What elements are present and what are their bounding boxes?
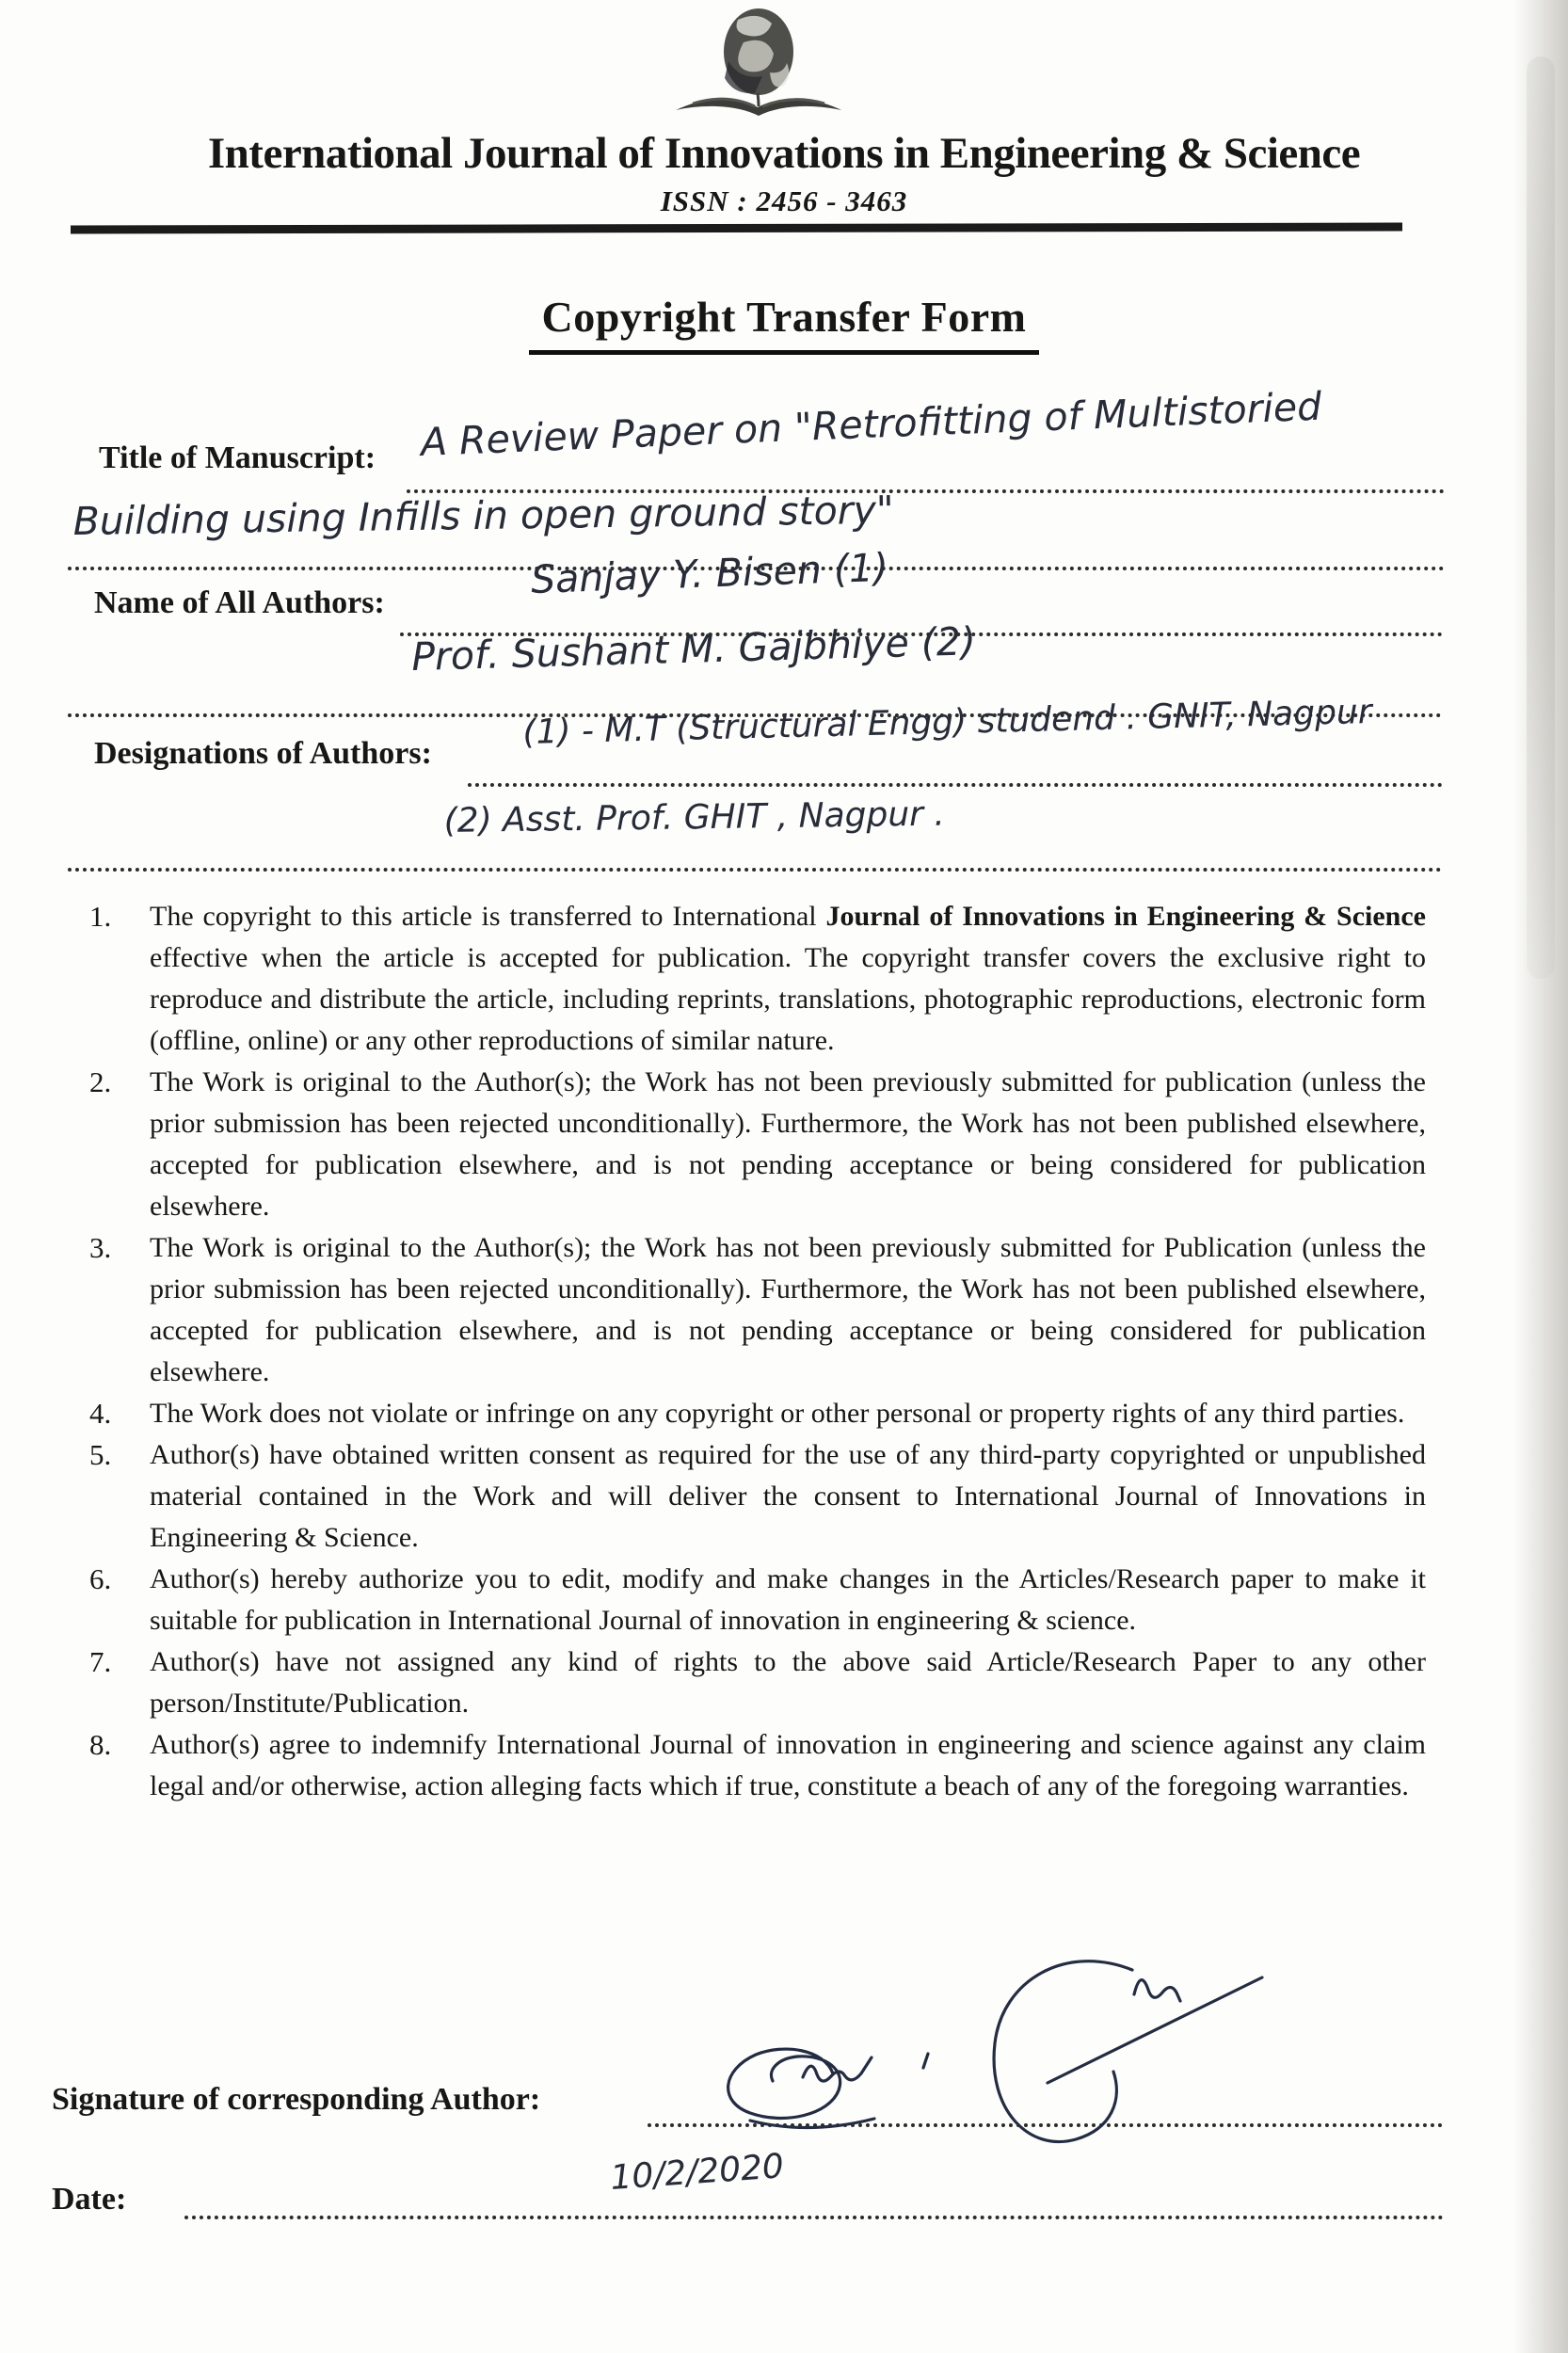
- signature-label: Signature of corresponding Author:: [52, 2082, 541, 2117]
- term-item: [89, 1434, 1426, 1559]
- date-dotted-line: [184, 2210, 1444, 2219]
- designations-label: Designations of Authors:: [94, 736, 432, 771]
- term-number: 1.: [89, 900, 112, 933]
- designations-line2-dotted-line: [68, 862, 1442, 872]
- header-rule: [71, 223, 1402, 234]
- manuscript-title-handwritten-line1: A Review Paper on "Retrofitting of Multistoried: [420, 383, 1323, 465]
- authors-handwritten-line2: Prof. Sushant M. Gajbhiye (2): [410, 618, 977, 680]
- term-number: 5.: [89, 1438, 112, 1471]
- manuscript-title-handwritten-line2: Building using Infills in open ground story": [72, 487, 895, 544]
- form-title: Copyright Transfer Form: [529, 292, 1040, 355]
- journal-issn: ISSN : 2456 - 3463: [660, 184, 908, 217]
- term-text: Author(s) have not assigned any kind of rights to the above said Article/Research Paper to any other person/Institute/Publication.: [150, 1646, 1426, 1719]
- form-title-wrap: [0, 292, 1568, 355]
- term-number: 6.: [89, 1562, 112, 1595]
- term-number: 7.: [89, 1645, 112, 1678]
- term-text: Author(s) agree to indemnify International Journal of innovation in engineering and science against any claim legal and/or otherwise, action alleging facts which if true, constitute a beach of any of the foregoing warranties.: [150, 1729, 1426, 1801]
- designations-handwritten-line2: (2) Asst. Prof. GHIT , Nagpur .: [443, 794, 946, 840]
- term-number: 3.: [89, 1231, 112, 1264]
- term-text: The copyright to this article is transferred to International Journal of Innovations in Engineering & Science effective when the article is accepted for publication. The copyright transfer covers the exclusive right to reproduce and distribute the article, including reprints, translations, photographic reproductions, electronic form (offline, online) or any other reproductions of similar nature.: [150, 901, 1426, 1056]
- designations-handwritten-line1: (1) - M.T (Structural Engg) studend . GNIT, Nagpur: [521, 692, 1373, 752]
- terms-list: [89, 896, 1426, 1807]
- term-item: [89, 1393, 1426, 1434]
- term-item: [89, 1724, 1426, 1807]
- term-text: The Work is original to the Author(s); the Work has not been previously submitted for Publication (unless the prior submission has been rejected unconditionally). Furthermore, the Work has not been published elsewhere, accepted for publication elsewhere, and is not pending acceptance or being considered for publication elsewhere.: [150, 1232, 1426, 1387]
- term-item: [89, 1227, 1426, 1393]
- manuscript-title-label: Title of Manuscript:: [99, 440, 376, 475]
- date-handwritten-value: 10/2/2020: [609, 2147, 786, 2198]
- term-item: [89, 896, 1426, 1062]
- term-number: 4.: [89, 1397, 112, 1430]
- authors-handwritten-line1: Sanjay Y. Bisen (1): [530, 544, 889, 602]
- designations-line1-dotted-line: [468, 777, 1443, 787]
- term-item: [89, 1641, 1426, 1724]
- term-item: [89, 1559, 1426, 1641]
- corresponding-author-signatures: [692, 1934, 1304, 2184]
- term-item: [89, 1062, 1426, 1227]
- term-text: The Work is original to the Author(s); the Work has not been previously submitted for publication (unless the prior submission has been rejected unconditionally). Furthermore, the Work has not been published elsewhere, accepted for publication elsewhere, and is not pending acceptance or being considered for publication elsewhere.: [150, 1066, 1426, 1222]
- journal-title: International Journal of Innovations in Engineering & Science: [207, 129, 1361, 178]
- term-text: Author(s) hereby authorize you to edit, modify and make changes in the Articles/Research paper to make it suitable for publication in International Journal of innovation in engineering & science.: [150, 1563, 1426, 1636]
- term-number: 8.: [89, 1728, 112, 1761]
- authors-label: Name of All Authors:: [94, 585, 385, 620]
- date-label: Date:: [52, 2182, 127, 2217]
- term-text: Author(s) have obtained written consent as required for the use of any third-party copyrighted or unpublished material contained in the Work and will deliver the consent to International Journal of Innovations in Engineering & Science.: [150, 1439, 1426, 1553]
- term-number: 2.: [89, 1065, 112, 1098]
- term-text: The Work does not violate or infringe on any copyright or other personal or property rights of any third parties.: [150, 1398, 1405, 1429]
- journal-logo-globe-book-icon: [664, 6, 853, 130]
